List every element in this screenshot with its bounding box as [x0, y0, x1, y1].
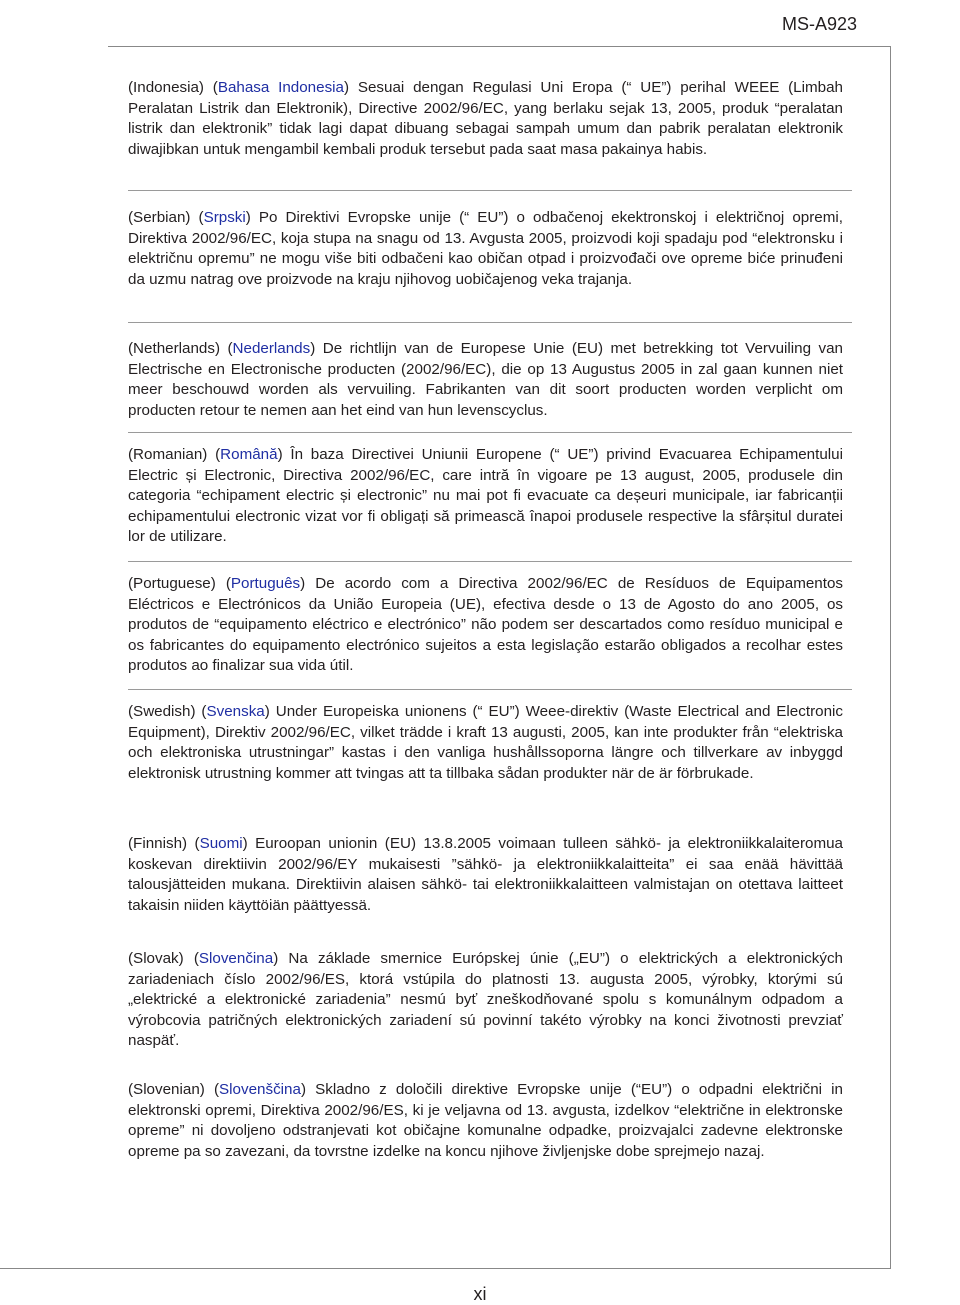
language-name: Slovenščina — [219, 1081, 301, 1098]
paragraph-slovenian — [128, 1080, 843, 1162]
paragraph-prefix: (Indonesia) ( — [128, 79, 218, 96]
paragraph-swedish — [128, 702, 843, 784]
page-header-title: MS-A923 — [781, 14, 857, 34]
paragraph-slovak — [128, 949, 843, 1052]
paragraph-portuguese — [128, 574, 843, 677]
language-name: Bahasa Indonesia — [217, 79, 344, 96]
paragraph-prefix: (Portuguese) ( — [128, 575, 231, 592]
paragraph-prefix: (Serbian) ( — [128, 209, 204, 226]
paragraph-prefix: (Slovak) ( — [128, 950, 199, 967]
paragraph-prefix: (Finnish) ( — [128, 835, 200, 852]
footer-rule — [0, 1268, 891, 1269]
language-name: Nederlands — [232, 340, 311, 357]
language-name: Română — [220, 446, 278, 463]
paragraph-body: ) Sesuai dengan Regulasi Uni Eropa (“ UE”) perihal WEEE (Limbah Peralatan Listrik dan Elektronik), Directive 2002/96/EC, yang berlaku sejak 13, 2005, produk “peralatan listrik dan elektronik” tidak lagi dapat dibuang sebagai sampah umum dan pabrik peralatan elektronik diwajibkan untuk mengambil kembali produk tersebut pada saat masa pakainya habis. — [128, 79, 843, 158]
paragraph-body: ) Under Europeiska unionens (“ EU”) Weee-direktiv (Waste Electrical and Electronic Equipment), Direktiv 2002/96/EC, vilket trädde i kraft 13 augusti, 2005, kan inte produkter från “elektriska och elektroniska utrustningar” kastas i den vanliga hushållssoporna längre och tillverkare av inbyggd elektronisk utrustning kommer att tvingas att ta tillbaka sådan produkter när de är förbrukade. — [128, 703, 843, 782]
section-divider — [128, 561, 852, 562]
page-number: xi — [473, 1284, 487, 1304]
section-divider — [128, 432, 852, 433]
paragraph-serbian — [128, 208, 843, 290]
paragraph-prefix: (Romanian) ( — [128, 446, 221, 463]
paragraph-body: ) De acordo com a Directiva 2002/96/EC de Resíduos de Equipamentos Eléctricos e Electrónicos da União Europeia (UE), efectiva desde o 13 de Agosto do ano 2005, os produtos de “equipamento eléctrico e electrónico” não podem ser descartados como resíduo municipal e os fabricantes do equipamento electrónico sujeitos a esta legislação estarão obligados a recolhar estes produtos ao finalizar sua vida útil. — [128, 575, 843, 675]
section-divider — [128, 190, 852, 191]
language-name: Português — [230, 575, 301, 592]
header-rule — [108, 46, 890, 47]
paragraph-netherlands — [128, 339, 843, 421]
section-divider — [128, 322, 852, 323]
paragraph-prefix: (Slovenian) ( — [128, 1081, 220, 1098]
paragraph-indonesia — [128, 78, 843, 160]
language-name: Srpski — [203, 209, 246, 226]
paragraph-body: ) În baza Directivei Uniunii Europene (“ UE”) privind Evacuarea Echipamentului Electric și Electronic, Directiva 2002/96/EC, care intră în vigoare pe 13 august, 2005, produsele din categoria “echipament electric și electronic” nu mai pot fi evacuate ca deșeuri municipale, iar fabricanții echipamentului electronic vizat vor fi obligați să primească înapoi produsele respective la sfârșitul duratei lor de utilizare. — [128, 446, 843, 546]
section-divider — [128, 689, 852, 690]
language-name: Suomi — [199, 835, 243, 852]
language-name: Svenska — [206, 703, 265, 720]
paragraph-romanian — [128, 445, 843, 548]
paragraph-prefix: (Swedish) ( — [128, 703, 207, 720]
language-name: Slovenčina — [198, 950, 274, 967]
paragraph-prefix: (Netherlands) ( — [128, 340, 233, 357]
paragraph-finnish — [128, 834, 843, 916]
paragraph-body: ) Po Direktivi Evropske unije (“ EU”) o odbačenoj ekektronskoj i električnoj opremi, Direktiva 2002/96/EC, koja stupa na snagu od 13. Avgusta 2005, proizvodi koji spadaju pod “elektronsku i električnu opremu” ne mogu više biti odbačeni kao običan otpad i proizvođači ove opreme biće prinuđeni da uzmu natrag ove proizvode na kraju njihovog uobičajenog veka trajanja. — [128, 209, 843, 288]
paragraph-body: ) De richtlijn van de Europese Unie (EU) met betrekking tot Vervuiling van Electrische en Electronische producten (2002/96/EC), die op 13 Augustus 2005 in zal gaan kunnen niet meer beschouwd worden als vervuiling. Fabrikanten van dit soort producten worden verplicht om producten retour te nemen aan het eind van hun levenscyclus. — [128, 340, 843, 419]
paragraph-body: ) Na základe smernice Európskej únie („EU”) o elektrických a elektronických zariadeniach číslo 2002/96/ES, ktorá vstúpila do platnosti 13. augusta 2005, výrobky, ktorými sú „elektrické a elektronické zariadenia” nesmú byť zneškodňované spolu s komunálnym odpadom a výrobcovia patričných elektronických zariadení sú povinní takéto výrobky na konci životnosti prevziať naspäť. — [128, 950, 843, 1050]
paragraph-body: ) Skladno z določili direktive Evropske unije (“EU”) o odpadni električni in elektronski opremi, Direktiva 2002/96/ES, ki je veljavna od 13. avgusta, izdelkov “električne in elektronske opreme” ni dovoljeno odstranjevati kot običajne komunalne odpadke, proizvajalci zadevne elektronske opreme pa so zavezani, da tovrstne izdelke na koncu njihove življenjske dobe sprejmejo nazaj. — [128, 1081, 843, 1160]
paragraph-body: ) Euroopan unionin (EU) 13.8.2005 voimaan tulleen sähkö- ja elektroniikkalaiteromua koskevan direktiivin 2002/96/EY mukaisesti ”sähkö- ja elektroniikkalaitteita” ei saa enää hävittää talousjätteiden mukana. Direktiivin alaisen sähkö- tai elektroniikkalaitteen valmistajan on otettava laitteet takaisin niiden käyttöiän päättyessä. — [128, 835, 843, 914]
frame-right-rule — [890, 46, 891, 1268]
